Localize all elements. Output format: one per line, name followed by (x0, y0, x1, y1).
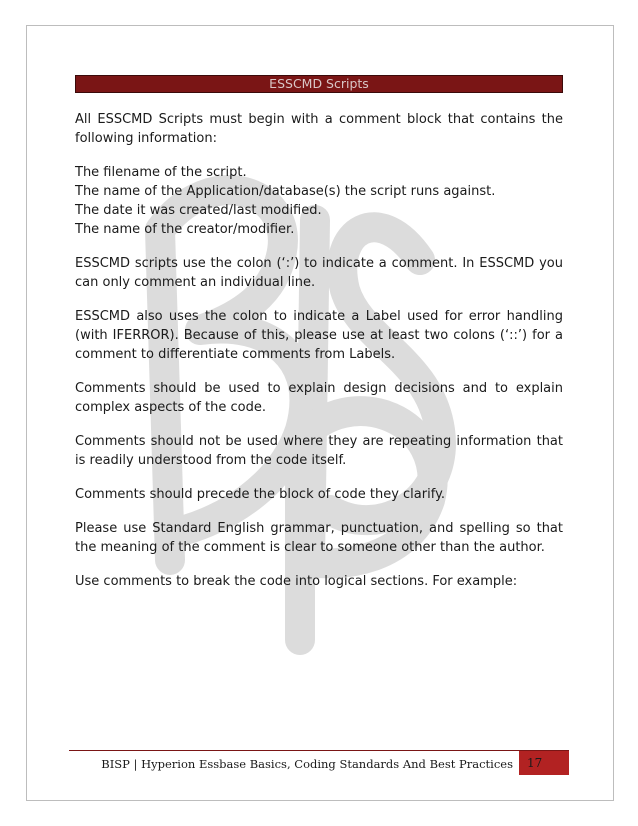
label-paragraph: ESSCMD also uses the colon to indicate a Label used for error handling (with IFERROR). Because of this, please use at least two colons (‘::’) for a comment to differentiate comments from Labels. (75, 309, 563, 362)
intro-paragraph: All ESSCMD Scripts must begin with a comment block that contains the following information: (75, 112, 563, 146)
design-decisions-paragraph: Comments should be used to explain design decisions and to explain complex aspects of the code. (75, 381, 563, 415)
footer-divider (69, 750, 569, 751)
list-item: The date it was created/last modified. (75, 203, 322, 218)
logical-sections-paragraph: Use comments to break the code into logical sections. For example: (75, 574, 518, 589)
colon-comment-paragraph: ESSCMD scripts use the colon (‘:’) to indicate a comment. In ESSCMD you can only comment an individual line. (75, 256, 563, 290)
grammar-paragraph: Please use Standard English grammar, punctuation, and spelling so that the meaning of the comment is clear to someone other than the author. (75, 521, 563, 555)
info-list (75, 163, 563, 239)
document-body (75, 110, 563, 606)
section-title-bar: ESSCMD Scripts (75, 75, 563, 93)
precede-block-paragraph: Comments should precede the block of code they clarify. (75, 487, 446, 502)
footer-text: BISP | Hyperion Essbase Basics, Coding Standards And Best Practices (101, 757, 513, 771)
list-item: The name of the creator/modifier. (75, 222, 295, 237)
repeating-info-paragraph: Comments should not be used where they are repeating information that is readily understood from the code itself. (75, 434, 563, 468)
list-item: The filename of the script. (75, 165, 247, 180)
page-number: 17 (519, 751, 569, 775)
list-item: The name of the Application/database(s) the script runs against. (75, 184, 496, 199)
